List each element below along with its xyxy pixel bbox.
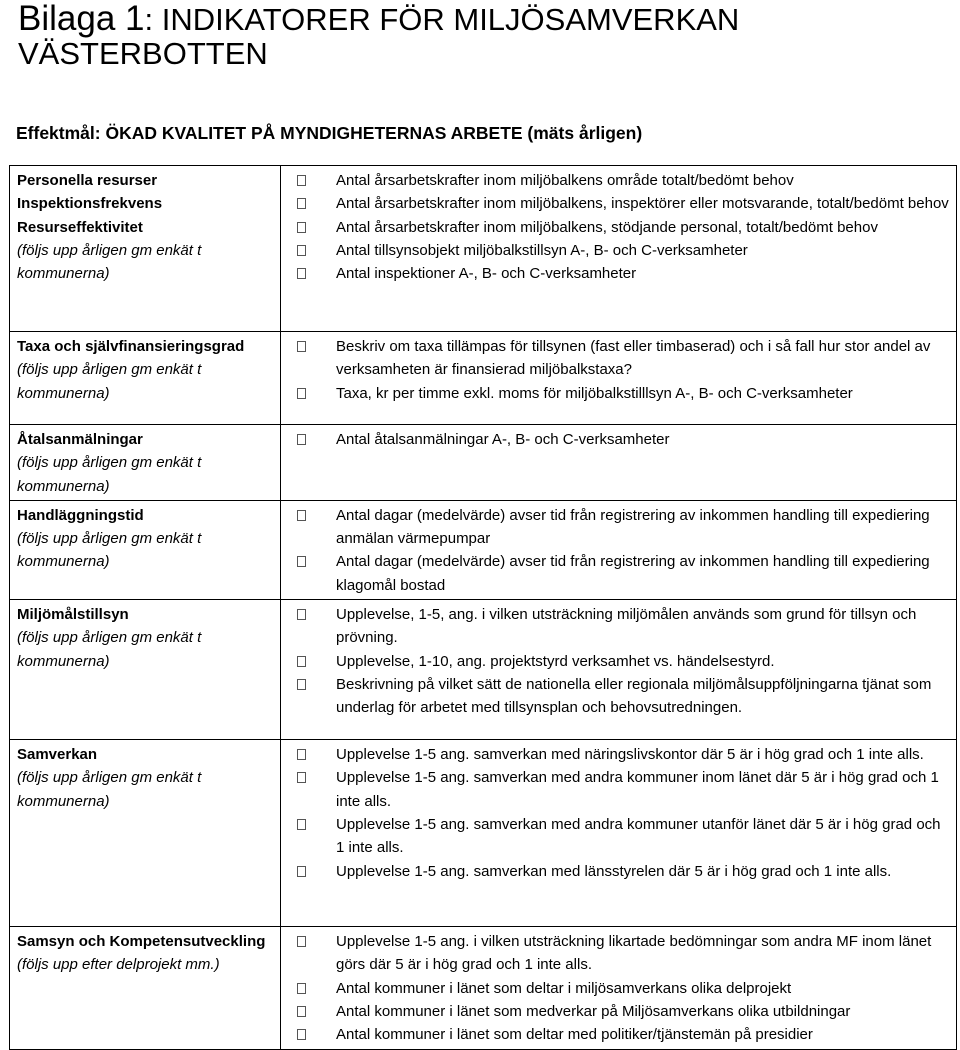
indicator-list — [288, 603, 950, 719]
indicator-list — [288, 428, 950, 451]
category-cell — [10, 500, 281, 599]
bullet-box-icon — [297, 556, 306, 567]
category-cell — [10, 332, 281, 425]
indicator-text: Antal dagar (medelvärde) avser tid från registrering av inkommen handling till expediering anmälan värmepumpar — [336, 506, 930, 548]
category-note: (följs upp årligen gm enkät t kommunerna) — [17, 361, 202, 402]
category-name: Personella resurser — [17, 172, 158, 189]
bullet-box-icon — [297, 245, 306, 256]
indicator-item — [288, 766, 950, 813]
indicator-item — [288, 262, 950, 285]
category-name: Resurseffektivitet — [17, 218, 143, 236]
indicators-cell — [281, 500, 957, 599]
category-name: Åtalsanmälningar — [17, 431, 143, 448]
bullet-box-icon — [297, 749, 306, 760]
category-name: Samverkan — [17, 746, 98, 764]
indicator-text: Antal kommuner i länet som deltar med politiker/tjänstemän på presidier — [336, 1026, 813, 1044]
bullet-box-icon — [297, 388, 306, 399]
indicator-item — [288, 382, 950, 405]
indicator-text: Upplevelse 1-5 ang. samverkan med andra kommuner utanför länet där 5 är i hög grad och 1 inte alls. — [336, 815, 941, 857]
bullet-box-icon — [297, 434, 306, 445]
category-name: Handläggningstid — [17, 506, 144, 524]
category-name: Inspektionsfrekvens — [17, 195, 163, 213]
indicator-item — [288, 743, 950, 766]
bullet-box-icon — [297, 1006, 306, 1017]
indicator-list — [288, 504, 950, 597]
bullet-box-icon — [297, 222, 306, 233]
indicator-text: Antal kommuner i länet som deltar i miljösamverkans olika delprojekt — [336, 979, 792, 997]
bullet-box-icon — [297, 175, 306, 186]
indicator-text: Antal årsarbetskrafter inom miljöbalkens område totalt/bedömt behov — [336, 172, 794, 189]
category-note: (följs upp årligen gm enkät t kommunerna) — [17, 530, 202, 571]
indicator-list — [288, 335, 950, 405]
indicator-text: Taxa, kr per timme exkl. moms för miljöbalkstilllsyn A-, B- och C-verksamheter — [336, 384, 853, 402]
bullet-box-icon — [297, 936, 306, 947]
category-note: (följs upp årligen gm enkät t kommunerna) — [17, 241, 202, 283]
indicator-row — [10, 740, 957, 927]
indicator-row — [10, 332, 957, 425]
indicator-text: Upplevelse, 1-10, ang. projektstyrd verksamhet vs. händelsestyrd. — [336, 652, 775, 670]
indicator-text: Upplevelse 1-5 ang. i vilken utsträckning likartade bedömningar som andra MF inom länet görs där 5 är i hög grad och 1 inte alls. — [336, 933, 932, 974]
indicator-list — [288, 743, 950, 883]
bullet-box-icon — [297, 772, 306, 783]
category-cell — [10, 600, 281, 740]
bullet-box-icon — [297, 819, 306, 830]
indicators-cell — [281, 166, 957, 332]
bullet-box-icon — [297, 609, 306, 620]
indicator-item — [288, 930, 950, 977]
indicator-text: Antal tillsynsobjekt miljöbalkstillsyn A-, B- och C-verksamheter — [336, 241, 748, 259]
category-cell — [10, 166, 281, 332]
category-note: (följs upp årligen gm enkät t kommunerna) — [17, 629, 202, 670]
indicator-text: Upplevelse 1-5 ang. samverkan med näringslivskontor där 5 är i hög grad och 1 inte alls. — [336, 746, 924, 764]
indicator-item — [288, 673, 950, 720]
bullet-box-icon — [297, 198, 306, 209]
bullet-box-icon — [297, 656, 306, 667]
indicator-text: Antal dagar (medelvärde) avser tid från registrering av inkommen handling till expediering klagomål bostad — [336, 553, 930, 594]
indicator-table — [9, 165, 957, 1050]
indicators-cell — [281, 740, 957, 927]
indicator-item — [288, 860, 950, 883]
indicator-item — [288, 169, 950, 192]
title-rest: : INDIKATORER FÖR MILJÖSAMVERKAN VÄSTERBOTTEN — [18, 2, 740, 71]
indicator-text: Upplevelse 1-5 ang. samverkan med andra kommuner inom länet där 5 är i hög grad och 1 inte alls. — [336, 769, 939, 810]
bullet-box-icon — [297, 268, 306, 279]
indicator-item — [288, 192, 950, 215]
category-note: (följs upp årligen gm enkät t kommunerna) — [17, 454, 202, 495]
indicator-item — [288, 335, 950, 382]
indicator-item — [288, 977, 950, 1000]
category-cell — [10, 425, 281, 501]
effect-goal-heading: Effektmål: ÖKAD KVALITET PÅ MYNDIGHETERNAS ARBETE (mäts årligen) — [16, 123, 643, 143]
bullet-box-icon — [297, 510, 306, 521]
indicator-item — [288, 550, 950, 597]
category-note: (följs upp efter delprojekt mm.) — [17, 956, 220, 974]
document-title — [18, 2, 948, 71]
bullet-box-icon — [297, 866, 306, 877]
title-prefix: Bilaga 1 — [18, 0, 145, 38]
indicator-row — [10, 166, 957, 332]
indicator-item — [288, 216, 950, 239]
category-note: (följs upp årligen gm enkät t kommunerna) — [17, 769, 202, 810]
indicator-text: Antal åtalsanmälningar A-, B- och C-verksamheter — [336, 431, 670, 448]
category-name: Miljömålstillsyn — [17, 606, 129, 624]
indicator-table-body — [10, 166, 957, 1050]
indicator-text: Antal årsarbetskrafter inom miljöbalkens, inspektörer eller motsvarande, totalt/bedömt behov — [336, 195, 949, 213]
indicator-text: Upplevelse, 1-5, ang. i vilken utsträckning miljömålen används som grund för tillsyn och prövning. — [336, 606, 917, 647]
indicator-item — [288, 428, 950, 451]
indicator-item — [288, 239, 950, 262]
category-name: Samsyn och Kompetensutveckling — [17, 933, 266, 951]
indicator-list — [288, 930, 950, 1046]
bullet-box-icon — [297, 983, 306, 994]
indicator-item — [288, 1000, 950, 1023]
indicator-row — [10, 500, 957, 599]
bullet-box-icon — [297, 679, 306, 690]
indicator-row — [10, 927, 957, 1049]
category-cell — [10, 927, 281, 1049]
indicators-cell — [281, 927, 957, 1049]
bullet-box-icon — [297, 341, 306, 352]
indicators-cell — [281, 332, 957, 425]
indicator-row — [10, 600, 957, 740]
indicator-text: Beskriv om taxa tillämpas för tillsynen (fast eller timbaserad) och i så fall hur stor andel av verksamheten är finansierad miljöbalkstaxa? — [336, 338, 931, 379]
indicator-item — [288, 650, 950, 673]
category-name: Taxa och självfinansieringsgrad — [17, 338, 245, 355]
indicator-text: Antal kommuner i länet som medverkar på Miljösamverkans olika utbildningar — [336, 1002, 851, 1020]
indicator-text: Antal årsarbetskrafter inom miljöbalkens, stödjande personal, totalt/bedömt behov — [336, 218, 878, 236]
indicator-item — [288, 504, 950, 551]
indicator-text: Upplevelse 1-5 ang. samverkan med länsstyrelen där 5 är i hög grad och 1 inte alls. — [336, 862, 892, 880]
indicator-item — [288, 813, 950, 860]
indicators-cell — [281, 600, 957, 740]
category-cell — [10, 740, 281, 927]
indicators-cell — [281, 425, 957, 501]
indicator-item — [288, 603, 950, 650]
indicator-text: Beskrivning på vilket sätt de nationella eller regionala miljömålsuppföljningarna tjänat som underlag för arbetet med tillsynsplan och behovsutredningen. — [336, 675, 932, 717]
indicator-row — [10, 425, 957, 501]
indicator-list — [288, 169, 950, 285]
indicator-text: Antal inspektioner A-, B- och C-verksamheter — [336, 265, 637, 283]
